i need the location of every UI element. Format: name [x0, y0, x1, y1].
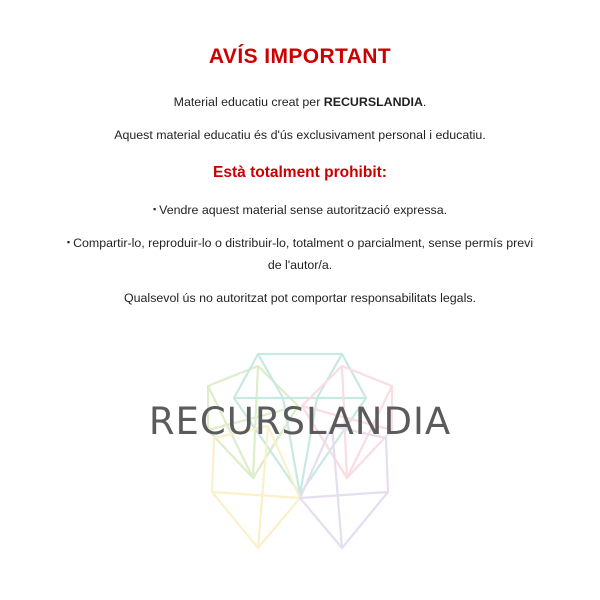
list-item-label: Compartir-lo, reproduir-lo o distribuir-lo, totalment o parcialment, sense permís previ de l'autor/a. [73, 236, 534, 273]
gem-center-teal [234, 354, 366, 494]
credit-line [40, 93, 560, 112]
credit-text-before: Material educatiu creat per [173, 95, 324, 110]
list-item [40, 233, 560, 276]
usage-line: Aquest material educatiu és d'ús exclusivament personal i educatiu. [114, 128, 486, 143]
gem-lower-right-purple [300, 426, 388, 548]
list-item [40, 200, 560, 222]
gem-lower-left-yellow [212, 426, 300, 548]
closing-line: Qualsevol ús no autoritzat pot comportar responsabilitats legals. [124, 290, 476, 305]
credit-text-after: . [422, 95, 427, 110]
list-item-label: Vendre aquest material sense autorització expressa. [159, 202, 448, 217]
credit-brand: RECURSLANDIA [323, 95, 423, 110]
gem-left-green [208, 366, 298, 478]
bullet-icon: ▪ [152, 203, 157, 214]
watermark-gem-logo [0, 292, 600, 582]
bullet-icon: ▪ [66, 237, 71, 248]
gem-right-pink [302, 366, 392, 478]
page-title: AVÍS IMPORTANT [208, 45, 392, 68]
watermark-brand-text: RECURSLANDIA [148, 400, 452, 443]
prohibited-subtitle: Està totalment prohibit: [213, 163, 387, 181]
